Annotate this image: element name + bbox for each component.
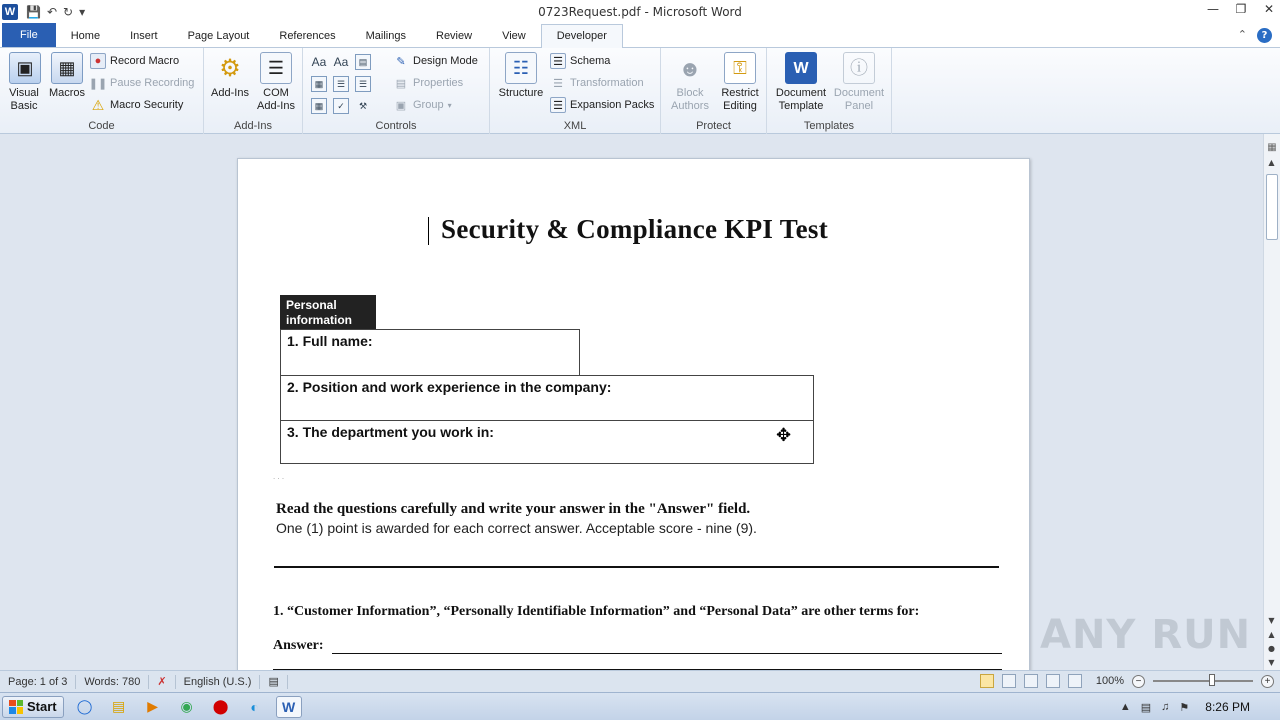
- scroll-down-arrow-icon[interactable]: ▼: [1268, 616, 1275, 625]
- combo-box-control-icon[interactable]: ☰: [333, 76, 349, 92]
- checkbox-control-icon[interactable]: ✓: [333, 98, 349, 114]
- group-icon: ▣: [395, 99, 407, 112]
- language-indicator[interactable]: English (U.S.): [176, 675, 261, 689]
- document-page[interactable]: [237, 158, 1030, 670]
- tab-insert[interactable]: Insert: [130, 30, 158, 42]
- zoom-slider-thumb[interactable]: [1209, 674, 1215, 686]
- draft-view-button[interactable]: [1068, 674, 1082, 688]
- window-title: 0723Request.pdf - Microsoft Word: [538, 5, 742, 19]
- group-label-templates: Templates: [803, 120, 855, 132]
- group-label-add-ins: Add-Ins: [234, 120, 272, 132]
- window-controls: [1206, 2, 1276, 16]
- zoom-out-button[interactable]: −: [1132, 675, 1145, 688]
- com-add-ins-icon: ☰: [260, 52, 292, 84]
- media-player-icon[interactable]: ▶: [147, 698, 159, 714]
- group-label-code: Code: [88, 120, 115, 132]
- tab-file[interactable]: File: [2, 23, 56, 47]
- zoom-slider[interactable]: [1153, 680, 1253, 682]
- macros-button[interactable]: ▦ Macros: [46, 52, 88, 100]
- group-templates: [767, 48, 892, 134]
- outline-view-button[interactable]: [1046, 674, 1060, 688]
- ruler-toggle-icon[interactable]: ▦: [1267, 142, 1277, 153]
- lock-icon: ⚿: [724, 52, 756, 84]
- status-bar: [0, 670, 1280, 692]
- department-label: 3. The department you work in:: [287, 424, 494, 440]
- zoom-in-button[interactable]: +: [1261, 675, 1274, 688]
- next-page-icon[interactable]: ▼: [1268, 658, 1275, 667]
- word-count[interactable]: Words: 780: [76, 675, 149, 689]
- proofing-status[interactable]: [149, 675, 175, 689]
- customize-qat-icon[interactable]: ▾: [79, 5, 86, 19]
- macro-recording-status[interactable]: [260, 675, 287, 689]
- tab-view[interactable]: View: [502, 30, 526, 42]
- ribbon-tabs: [0, 24, 1280, 48]
- anyrun-watermark: ANY RUN: [1040, 612, 1252, 658]
- rich-text-control-icon[interactable]: Aa: [311, 55, 327, 69]
- design-mode-icon: ✎: [396, 55, 406, 68]
- instruction-normal: One (1) point is awarded for each correct answer. Acceptable score - nine (9).: [276, 520, 757, 536]
- transformation-icon: ☰: [553, 77, 563, 90]
- restrict-editing-button[interactable]: ⚿ Restrict Editing: [715, 52, 765, 113]
- chrome-icon[interactable]: ◉: [180, 698, 193, 714]
- opera-icon[interactable]: ⬤: [212, 698, 229, 714]
- full-name-field[interactable]: [280, 329, 580, 376]
- show-hidden-icons-icon[interactable]: ▲: [1119, 701, 1131, 713]
- properties-icon: ▤: [395, 77, 407, 90]
- group-controls: [303, 48, 490, 134]
- block-authors-button[interactable]: ☻ Block Authors: [665, 52, 715, 113]
- macro-status-icon: ▤: [268, 675, 279, 688]
- warning-icon: ⚠: [91, 96, 105, 113]
- pause-recording-button[interactable]: ❚❚ Pause Recording: [88, 77, 195, 90]
- group-add-ins: [204, 48, 303, 134]
- document-panel-button[interactable]: ⓘ Document Panel: [829, 52, 889, 113]
- tab-developer[interactable]: Developer: [541, 24, 623, 48]
- document-area[interactable]: [0, 134, 1263, 670]
- vertical-scrollbar[interactable]: [1263, 134, 1280, 670]
- personal-information-label: Personal information: [280, 295, 376, 329]
- group-code: [0, 48, 204, 134]
- question-1: 1. “Customer Information”, “Personally Identifiable Information” and “Personal Data” are other terms for:: [273, 604, 920, 619]
- scroll-thumb[interactable]: [1266, 174, 1278, 240]
- group-xml: [490, 48, 661, 134]
- people-icon: ☻: [678, 55, 702, 81]
- macros-icon: ▦: [51, 52, 83, 84]
- file-explorer-icon[interactable]: ▤: [112, 698, 126, 714]
- word-template-icon: W: [785, 52, 817, 84]
- edge-icon[interactable]: ◐: [250, 698, 259, 715]
- drop-down-control-icon[interactable]: ☰: [355, 76, 371, 92]
- horizontal-rule: [274, 566, 999, 568]
- answer-label: Answer:: [273, 638, 324, 653]
- transformation-button[interactable]: ☰ Transformation: [550, 73, 644, 93]
- title-bar: [0, 0, 1280, 24]
- com-add-ins-button[interactable]: ☰ COM Add-Ins: [254, 52, 298, 113]
- properties-button[interactable]: ▤ Properties: [393, 73, 463, 93]
- document-template-button[interactable]: W Document Template: [771, 52, 831, 113]
- structure-button[interactable]: ☷ Structure: [496, 52, 546, 100]
- schema-button[interactable]: ☰ Schema: [550, 51, 610, 71]
- taskbar: [0, 692, 1280, 720]
- zoom-level[interactable]: 100%: [1095, 675, 1124, 687]
- group-label-controls: Controls: [375, 120, 417, 132]
- word-app-icon[interactable]: W: [2, 4, 18, 20]
- building-block-control-icon[interactable]: ▦: [311, 76, 327, 92]
- browse-object-icon[interactable]: ●: [1268, 644, 1275, 653]
- department-field[interactable]: [280, 420, 814, 464]
- help-icon[interactable]: ?: [1257, 28, 1272, 43]
- internet-explorer-icon[interactable]: ◯: [76, 698, 93, 714]
- ribbon: [0, 48, 1280, 134]
- expansion-packs-button[interactable]: ☰ Expansion Packs: [550, 95, 654, 115]
- answer-line[interactable]: [332, 653, 1002, 654]
- text-cursor: [428, 217, 429, 245]
- network-icon[interactable]: ▤: [1140, 701, 1152, 714]
- date-picker-control-icon[interactable]: ▦: [311, 98, 327, 114]
- schema-icon: ☰: [550, 53, 566, 69]
- ribbon-right-controls: [1238, 28, 1272, 43]
- full-screen-reading-view-button[interactable]: [1002, 674, 1016, 688]
- group-label-protect: Protect: [696, 120, 731, 132]
- expansion-packs-icon: ☰: [550, 97, 566, 113]
- restore-icon[interactable]: ❐: [1235, 2, 1247, 16]
- legacy-tools-icon[interactable]: ⚒: [358, 100, 368, 111]
- tab-home[interactable]: Home: [70, 30, 101, 42]
- scroll-up-arrow-icon[interactable]: ▲: [1268, 158, 1275, 167]
- group-protect: [661, 48, 767, 134]
- position-experience-label: 2. Position and work experience in the company:: [287, 379, 612, 395]
- record-macro-icon: ●: [90, 53, 106, 69]
- undo-icon[interactable]: ↶: [46, 5, 58, 19]
- clock[interactable]: 8:26 PM: [1205, 700, 1250, 714]
- chevron-down-icon: ▾: [447, 100, 452, 110]
- web-layout-view-button[interactable]: [1024, 674, 1038, 688]
- group-label-xml: XML: [563, 120, 587, 132]
- print-layout-view-button[interactable]: [980, 674, 994, 688]
- full-name-label: 1. Full name:: [287, 333, 373, 349]
- instruction-bold: Read the questions carefully and write your answer in the "Answer" field.: [276, 501, 751, 517]
- page-count[interactable]: Page: 1 of 3: [0, 675, 76, 689]
- system-tray: [1120, 693, 1280, 720]
- view-zoom-controls: [980, 674, 1274, 688]
- close-icon[interactable]: ✕: [1263, 2, 1275, 16]
- visual-basic-icon: ▣: [9, 52, 41, 84]
- previous-page-icon[interactable]: ▲: [1268, 630, 1275, 639]
- add-ins-button[interactable]: ⚙ Add-Ins: [208, 52, 252, 100]
- gear-icon: ⚙: [219, 54, 241, 82]
- start-button[interactable]: Start: [2, 696, 64, 718]
- scroll-bottom-controls: [1264, 614, 1280, 670]
- minimize-icon[interactable]: —: [1207, 2, 1219, 16]
- group-button[interactable]: ▣ Group ▾: [393, 95, 452, 115]
- tab-references[interactable]: References: [279, 30, 336, 42]
- action-center-flag-icon[interactable]: ⚑: [1179, 701, 1190, 714]
- pause-icon: ❚❚: [88, 77, 108, 90]
- volume-icon[interactable]: ♫: [1161, 701, 1170, 713]
- plain-text-control-icon[interactable]: Aa: [333, 55, 349, 69]
- redo-icon[interactable]: ↻: [63, 5, 74, 19]
- move-cursor-icon: ✥: [776, 425, 792, 446]
- minimize-ribbon-icon[interactable]: ⌃: [1237, 28, 1247, 41]
- macro-security-button[interactable]: ⚠ Macro Security: [91, 96, 184, 113]
- faint-artifact-text: · · ·: [273, 475, 285, 483]
- tab-page-layout[interactable]: Page Layout: [187, 30, 250, 42]
- word-taskbar-icon[interactable]: W: [276, 696, 302, 718]
- record-macro-button[interactable]: ● Record Macro: [90, 51, 179, 71]
- document-title: Security & Compliance KPI Test: [441, 214, 828, 244]
- position-experience-field[interactable]: [280, 375, 814, 421]
- document-panel-icon: ⓘ: [843, 52, 875, 84]
- tab-mailings[interactable]: Mailings: [365, 30, 406, 42]
- design-mode-button[interactable]: ✎ Design Mode: [393, 51, 478, 71]
- tab-review[interactable]: Review: [436, 30, 473, 42]
- structure-icon: ☷: [505, 52, 537, 84]
- picture-control-icon[interactable]: ▤: [355, 54, 371, 70]
- windows-logo-icon: [9, 700, 23, 714]
- proofing-icon: ✗: [157, 675, 167, 688]
- save-icon[interactable]: 💾: [26, 5, 41, 19]
- visual-basic-button[interactable]: ▣ Visual Basic: [4, 52, 46, 113]
